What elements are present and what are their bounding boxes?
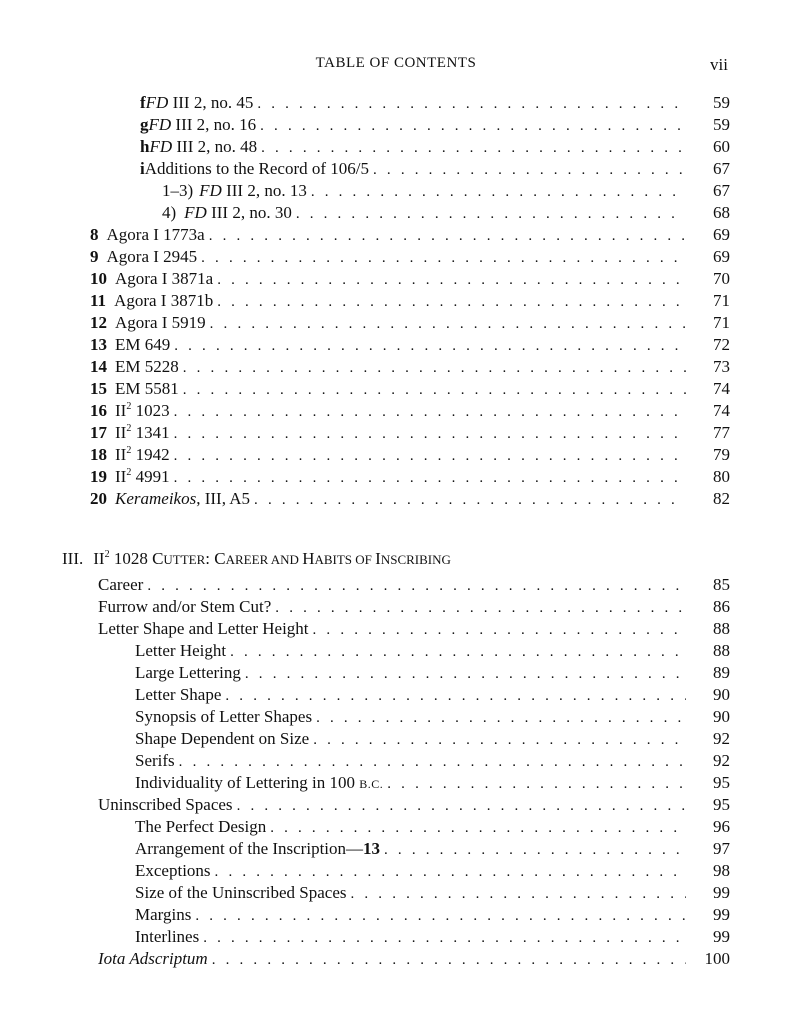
page-ref: 77 (713, 423, 730, 442)
page-ref: 89 (713, 663, 730, 682)
toc-entry-8[interactable]: 8 Agora I 1773a . . . 69 (90, 224, 730, 246)
toc-subsection-letter-height[interactable]: Letter Height . . . 88 (135, 640, 730, 662)
toc-subentry-1-3[interactable]: 1–3) FD III 2, no. 13 . . . 67 (162, 180, 730, 202)
page-ref: 100 (704, 949, 730, 968)
page-ref: 90 (713, 707, 730, 726)
toc-entry-h[interactable]: h FD III 2, no. 48 . . . 60 (140, 136, 730, 158)
page-ref: 97 (713, 839, 730, 858)
toc-entry-20[interactable]: 20 Kerameikos, III, A5 . . . 82 (90, 488, 730, 510)
dot-leader (237, 795, 686, 817)
dot-leader (387, 773, 686, 795)
page-ref: 82 (713, 489, 730, 508)
dot-leader (217, 269, 686, 291)
page-header (0, 55, 792, 79)
page-ref: 67 (713, 159, 730, 178)
page-ref: 71 (713, 313, 730, 332)
page-number: vii (710, 55, 728, 74)
page-ref: 88 (713, 641, 730, 660)
page-ref: 99 (713, 905, 730, 924)
toc-subsection-perfect-design[interactable]: The Perfect Design . . . 96 (135, 816, 730, 838)
dot-leader (261, 137, 686, 159)
toc-section-letter-shape-height[interactable]: Letter Shape and Letter Height . . . 88 (98, 618, 730, 640)
page-ref: 67 (713, 181, 730, 200)
toc-section-furrow[interactable]: Furrow and/or Stem Cut? . . . 86 (98, 596, 730, 618)
toc-section-career[interactable]: Career . . . 85 (98, 574, 730, 596)
dot-leader (311, 181, 686, 203)
page-ref: 92 (713, 729, 730, 748)
toc-subsection-exceptions[interactable]: Exceptions . . . 98 (135, 860, 730, 882)
toc-entry-16[interactable]: 16 $II^2$ 1023 . . . 74 (90, 400, 730, 422)
toc-entry-i[interactable]: i Additions to the Record of 106/5 . . . 67 (140, 158, 730, 180)
page-ref: 71 (713, 291, 730, 310)
dot-leader (316, 707, 686, 729)
toc-subsection-letter-shape[interactable]: Letter Shape . . . 90 (135, 684, 730, 706)
toc-entry-f[interactable]: f FD III 2, no. 45 . . . 59 (140, 92, 730, 114)
dot-leader (209, 225, 686, 247)
dot-leader (313, 619, 686, 641)
dot-leader (296, 203, 686, 225)
dot-leader (174, 335, 686, 357)
page-ref: 98 (713, 861, 730, 880)
toc-entry-11[interactable]: 11 Agora I 3871b . . . 71 (90, 290, 730, 312)
toc-section-iota[interactable]: Iota Adscriptum . . . 100 (98, 948, 730, 970)
toc-entry-19[interactable]: 19 $II^2$ 4991 . . . 80 (90, 466, 730, 488)
dot-leader (174, 401, 686, 423)
page-ref: 74 (713, 379, 730, 398)
page-ref: 79 (713, 445, 730, 464)
page-ref: 96 (713, 817, 730, 836)
toc-section-uninscribed[interactable]: Uninscribed Spaces . . . 95 (98, 794, 730, 816)
page-ref: 72 (713, 335, 730, 354)
toc-entry-13[interactable]: 13 EM 649 . . . 72 (90, 334, 730, 356)
dot-leader (174, 445, 686, 467)
dot-leader (225, 685, 686, 707)
dot-leader (230, 641, 686, 663)
page-ref: 88 (713, 619, 730, 638)
dot-leader (183, 379, 686, 401)
toc-entry-10[interactable]: 10 Agora I 3871a . . . 70 (90, 268, 730, 290)
page-ref: 99 (713, 883, 730, 902)
dot-leader (210, 313, 686, 335)
dot-leader (217, 291, 686, 313)
toc-entry-18[interactable]: 18 $II^2$ 1942 . . . 79 (90, 444, 730, 466)
toc-entry-14[interactable]: 14 EM 5228 . . . 73 (90, 356, 730, 378)
page-ref: 90 (713, 685, 730, 704)
dot-leader (147, 575, 686, 597)
dot-leader (270, 817, 686, 839)
toc-subsection-serifs[interactable]: Serifs . . . 92 (135, 750, 730, 772)
dot-leader (373, 159, 686, 181)
dot-leader (313, 729, 686, 751)
toc-entry-9[interactable]: 9 Agora I 2945 . . . 69 (90, 246, 730, 268)
dot-leader (257, 93, 686, 115)
toc-entry-g[interactable]: g FD III 2, no. 16 . . . 59 (140, 114, 730, 136)
toc-subsection-interlines[interactable]: Interlines . . . 99 (135, 926, 730, 948)
page-ref: 95 (713, 795, 730, 814)
page-ref: 85 (713, 575, 730, 594)
dot-leader (212, 949, 686, 971)
page-ref: 60 (713, 137, 730, 156)
page-ref: 95 (713, 773, 730, 792)
dot-leader (174, 423, 686, 445)
page-ref: 69 (713, 225, 730, 244)
dot-leader (179, 751, 686, 773)
toc-subsection-size-spaces[interactable]: Size of the Uninscribed Spaces . . . 99 (135, 882, 730, 904)
dot-leader (174, 467, 686, 489)
page-ref: 99 (713, 927, 730, 946)
chapter-heading[interactable]: III. $II^2$ 1028 CUTTER: CAREER AND HABITS OF INSCRIBING (62, 549, 451, 568)
toc-entry-15[interactable]: 15 EM 5581 . . . 74 (90, 378, 730, 400)
dot-leader (384, 839, 686, 861)
dot-leader (254, 489, 686, 511)
dot-leader (203, 927, 686, 949)
dot-leader (183, 357, 686, 379)
page-ref: 80 (713, 467, 730, 486)
page-ref: 92 (713, 751, 730, 770)
toc-subentry-4[interactable]: 4) FD III 2, no. 30 . . . 68 (162, 202, 730, 224)
toc-subsection-individuality[interactable]: Individuality of Lettering in 100 B.C. . . . 95 (135, 772, 730, 794)
page-ref: 69 (713, 247, 730, 266)
page-ref: 59 (713, 93, 730, 112)
toc-entry-17[interactable]: 17 $II^2$ 1341 . . . 77 (90, 422, 730, 444)
toc-subsection-large-lettering[interactable]: Large Lettering . . . 89 (135, 662, 730, 684)
page-ref: 73 (713, 357, 730, 376)
toc-subsection-arrangement[interactable]: Arrangement of the Inscription—13 . . . 97 (135, 838, 730, 860)
running-title: TABLE OF CONTENTS (315, 55, 477, 71)
page-ref: 74 (713, 401, 730, 420)
page-ref: 59 (713, 115, 730, 134)
toc-subsection-shape-size[interactable]: Shape Dependent on Size . . . 92 (135, 728, 730, 750)
toc-subsection-synopsis[interactable]: Synopsis of Letter Shapes . . . 90 (135, 706, 730, 728)
dot-leader (260, 115, 686, 137)
dot-leader (275, 597, 686, 619)
dot-leader (201, 247, 686, 269)
page-ref: 86 (713, 597, 730, 616)
toc-subsection-margins[interactable]: Margins . . . 99 (135, 904, 730, 926)
dot-leader (351, 883, 687, 905)
dot-leader (195, 905, 686, 927)
dot-leader (215, 861, 686, 883)
dot-leader (245, 663, 686, 685)
page-ref: 68 (713, 203, 730, 222)
toc-entry-12[interactable]: 12 Agora I 5919 . . . 71 (90, 312, 730, 334)
page-ref: 70 (713, 269, 730, 288)
